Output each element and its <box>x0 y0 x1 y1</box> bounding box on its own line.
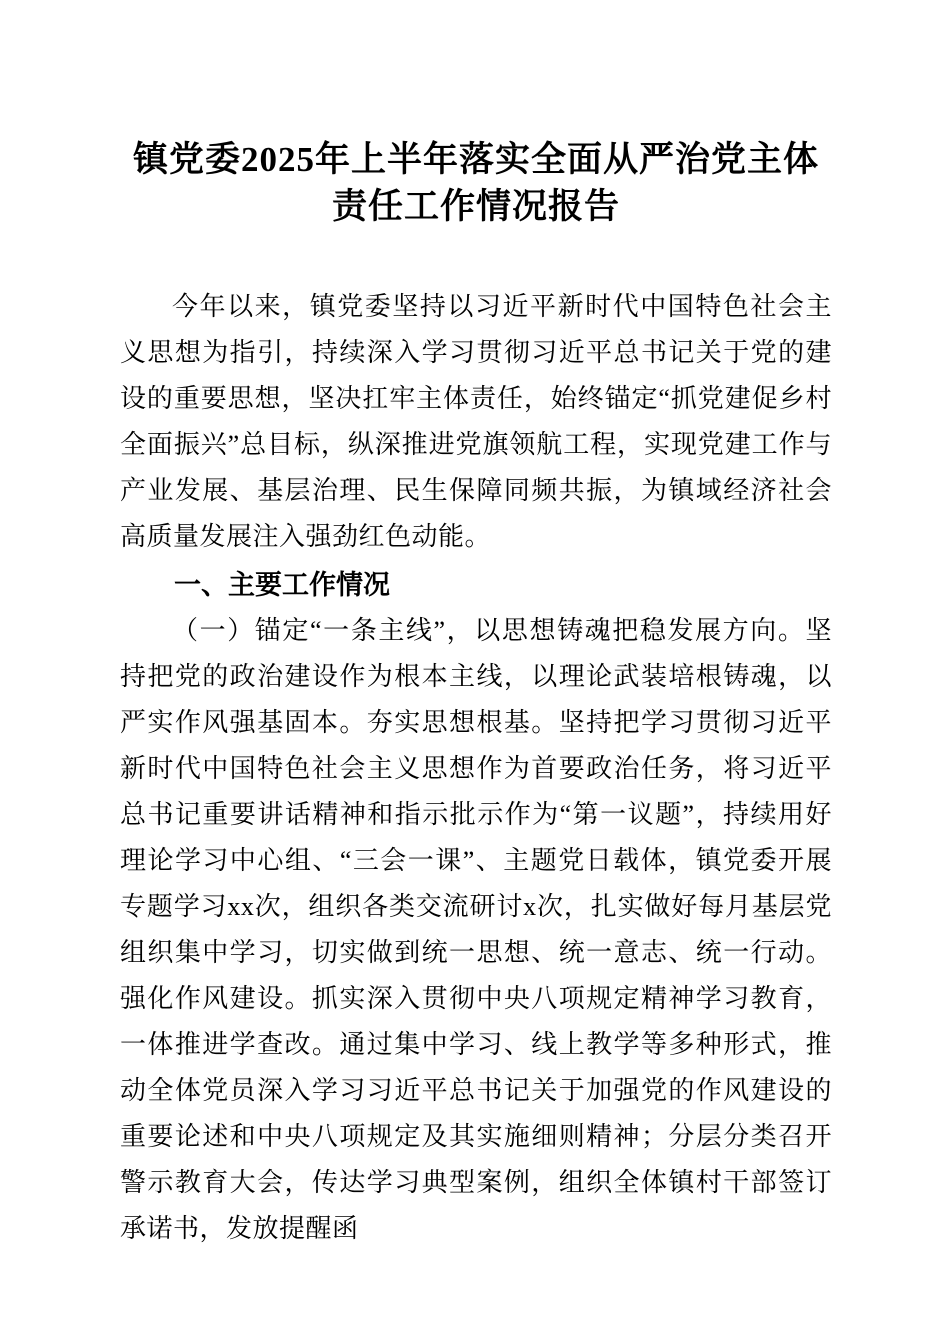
document-title-line-1: 镇党委2025年上半年落实全面从严治党主体 <box>132 140 819 179</box>
section-heading-main-work: 一、主要工作情况 <box>174 570 390 600</box>
document-title <box>120 136 832 230</box>
paragraph-section1-item1: （一）锚定“一条主线”，以思想铸魂把稳发展方向。坚持把党的政治建设作为根本主线，以理论武装培根铸魂，以严实作风强基固本。夯实思想根基。坚持把学习贯彻习近平新时代中国特色社会主义思想作为首要政治任务，将习近平总书记重要讲话精神和指示批示作为“第一议题”，持续用好理论学习中心组、“三会一课”、主题党日载体，镇党委开展专题学习xx次，组织各类交流研讨x次，扎实做好每月基层党组织集中学习，切实做到统一思想、统一意志、统一行动。强化作风建设。抓实深入贯彻中央八项规定精神学习教育，一体推进学查改。通过集中学习、线上教学等多种形式，推动全体党员深入学习习近平总书记关于加强党的作风建设的重要论述和中央八项规定及其实施细则精神；分层分类召开警示教育大会，传达学习典型案例，组织全体镇村干部签订承诺书，发放提醒函 <box>120 616 832 1243</box>
document-title-line-2: 责任工作情况报告 <box>331 187 620 226</box>
paragraph-intro: 今年以来，镇党委坚持以习近平新时代中国特色社会主义思想为指引，持续深入学习贯彻习近平总书记关于党的建设的重要思想，坚决扛牢主体责任，始终锚定“抓党建促乡村全面振兴”总目标，纵深推进党旗领航工程，实现党建工作与产业发展、基层治理、民生保障同频共振，为镇域经济社会高质量发展注入强劲红色动能。 <box>120 292 832 551</box>
